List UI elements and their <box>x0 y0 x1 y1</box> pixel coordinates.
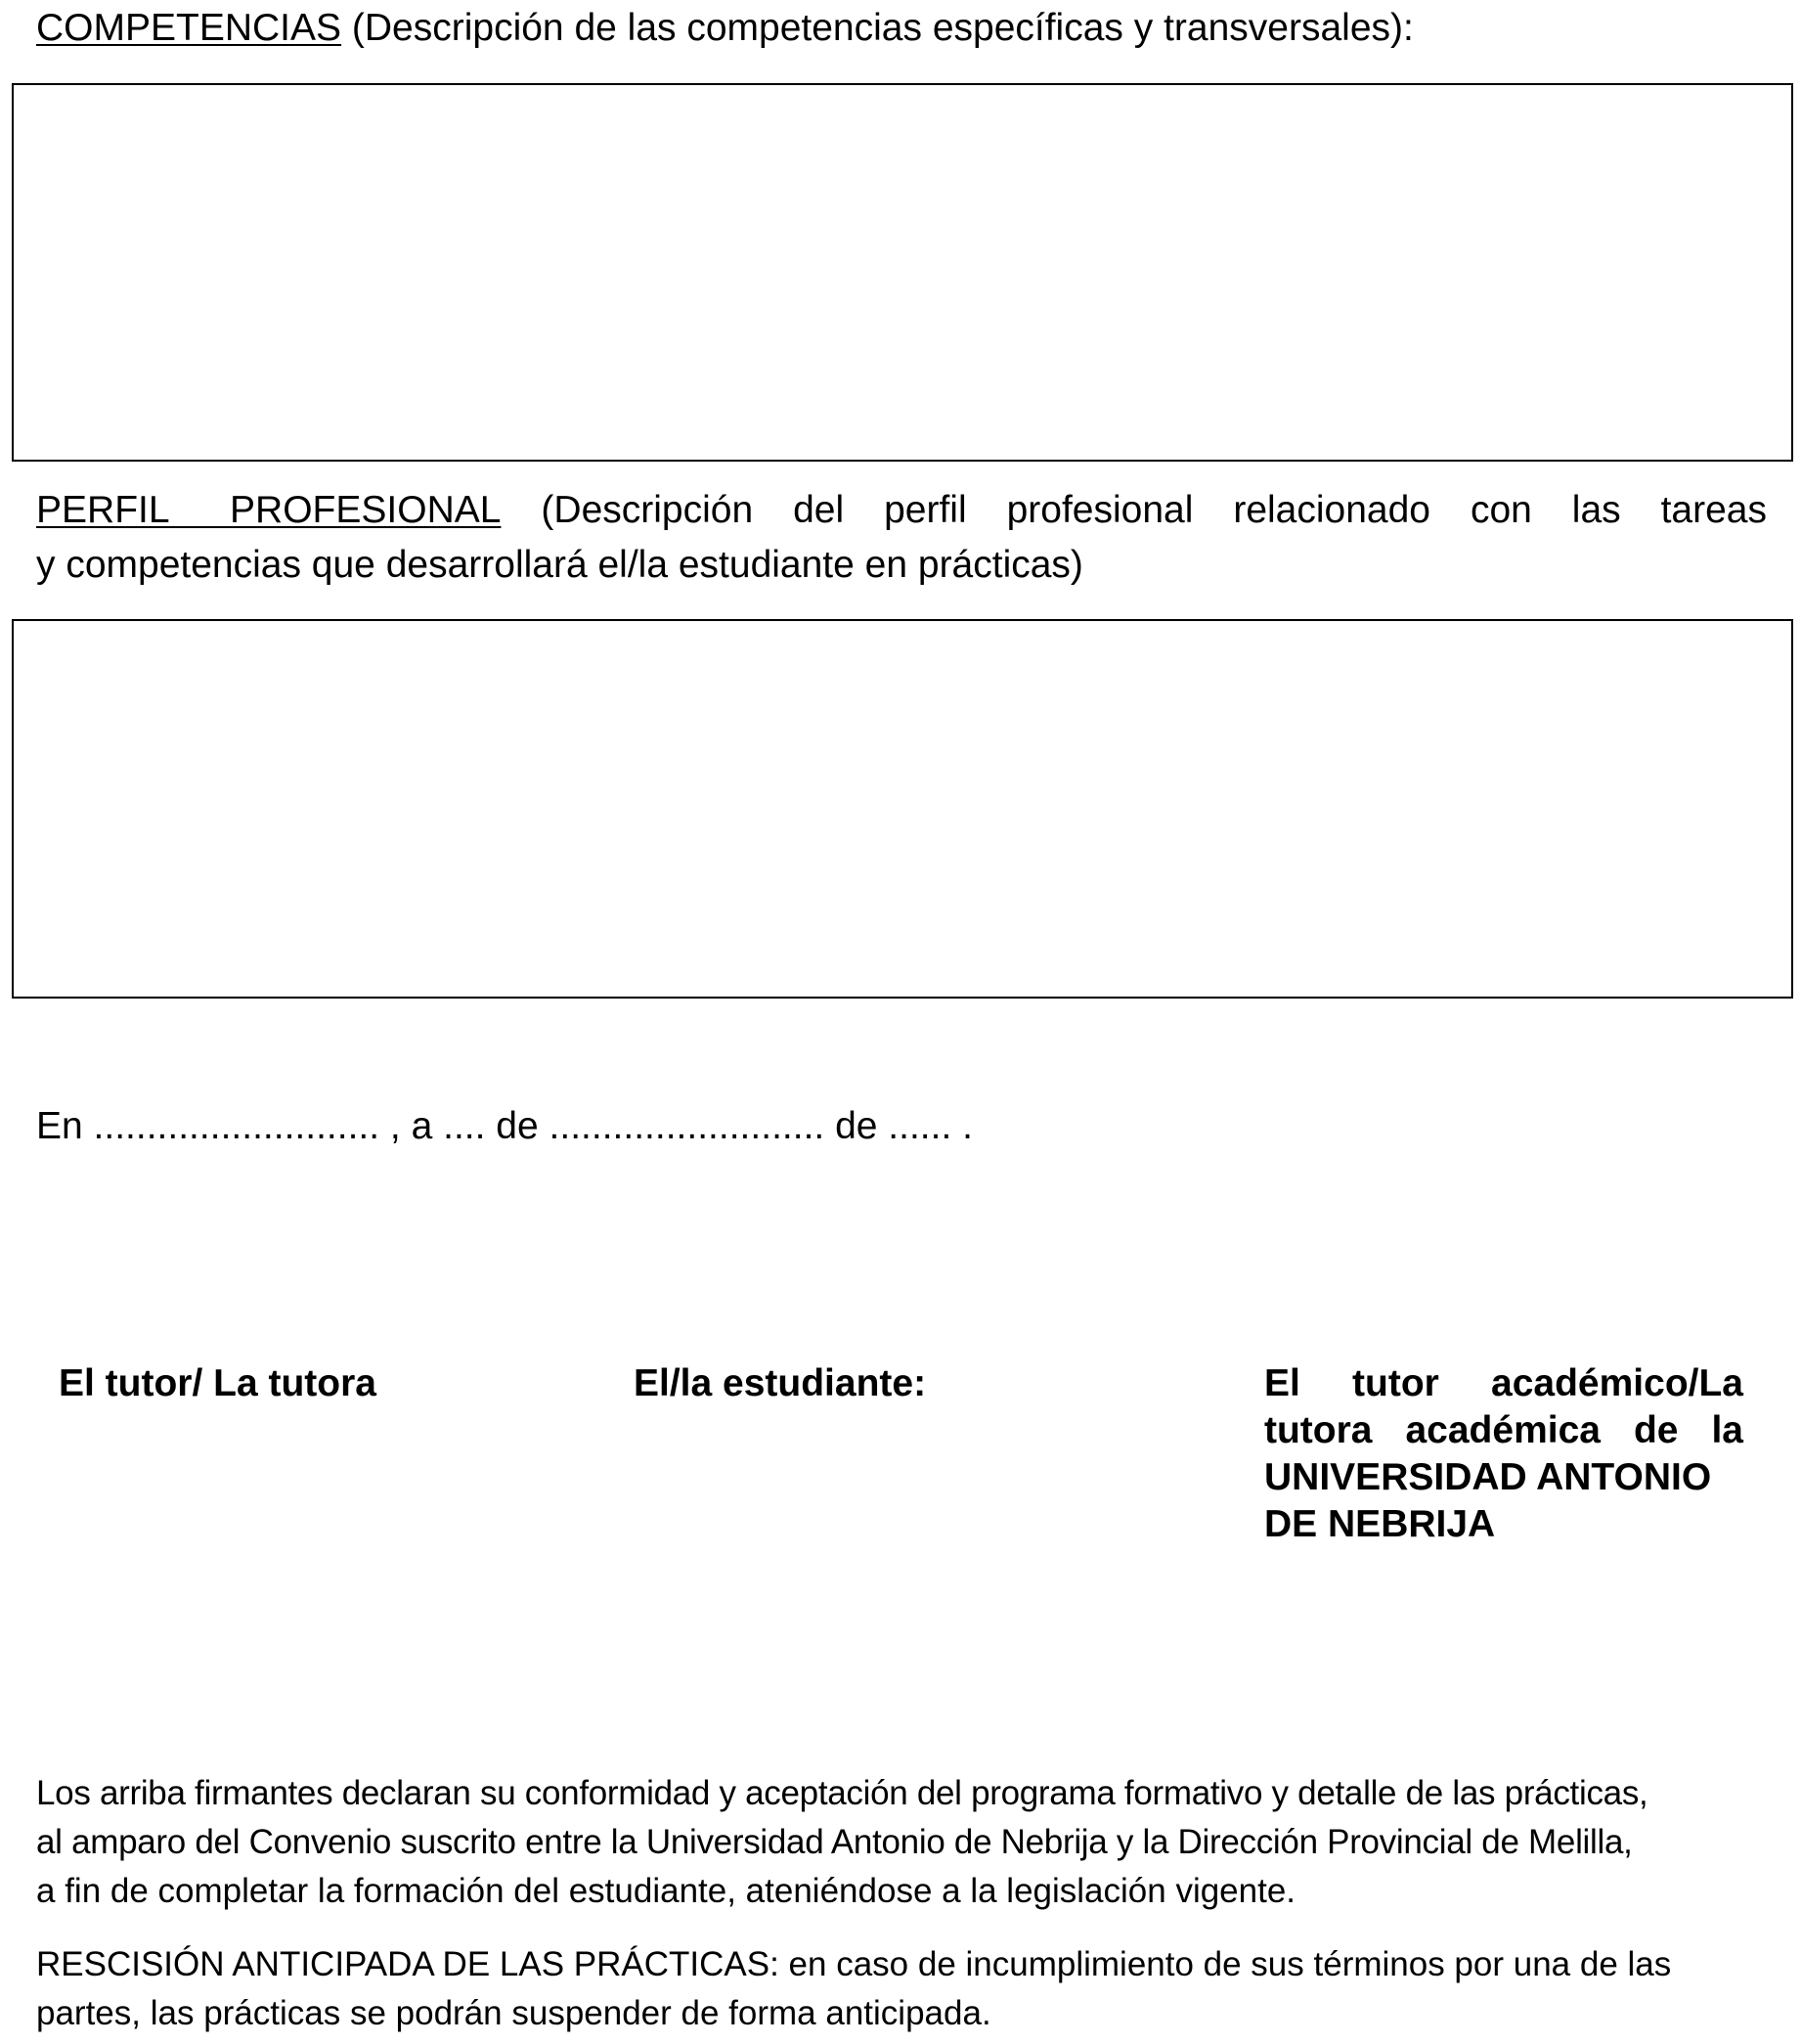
perfil-description-line2: y competencias que desarrollará el/la estudiante en prácticas) <box>36 544 1083 586</box>
signature-academic-line2: tutora académica de la <box>1264 1409 1743 1451</box>
competencias-heading-line <box>36 0 1767 56</box>
perfil-heading-line <box>36 482 1767 538</box>
conformity-paragraph <box>36 1769 1781 1916</box>
rescision-line2: partes, las prácticas se podrán suspender de forma anticipada. <box>36 1994 991 2032</box>
signature-academic-line3: UNIVERSIDAD ANTONIO <box>1264 1456 1712 1498</box>
signature-academic-line1: El tutor académico/La <box>1264 1362 1743 1404</box>
competencias-description: (Descripción de las competencias específicas y transversales): <box>341 7 1414 49</box>
competencias-heading: COMPETENCIAS <box>36 7 342 49</box>
competencias-box[interactable] <box>12 83 1793 462</box>
conformity-line3: a fin de completar la formación del estudiante, ateniéndose a la legislación vigente. <box>36 1872 1296 1910</box>
conformity-line2: al amparo del Convenio suscrito entre la Universidad Antonio de Nebrija y la Dirección Provincial de Melilla, <box>36 1823 1633 1861</box>
signature-student: El/la estudiante: <box>634 1362 927 1404</box>
conformity-line1: Los arriba firmantes declaran su conformidad y aceptación del programa formativo y detalle de las prácticas, <box>36 1774 1648 1812</box>
rescision-line1: RESCISIÓN ANTICIPADA DE LAS PRÁCTICAS: en caso de incumplimiento de sus términos por una de las <box>36 1945 1672 1983</box>
signature-academic-line4: DE NEBRIJA <box>1264 1503 1496 1545</box>
perfil-description-line1: (Descripción del perfil profesional relacionado con las tareas <box>501 489 1767 531</box>
signature-tutor: El tutor/ La tutora <box>59 1362 376 1404</box>
date-line: En ........................... , a .... de .......................... de ...... . <box>36 1105 973 1147</box>
perfil-heading: PERFIL PROFESIONAL <box>36 489 502 531</box>
signature-academic <box>1264 1360 1743 1548</box>
perfil-box[interactable] <box>12 619 1793 999</box>
rescision-paragraph <box>36 1940 1781 2038</box>
